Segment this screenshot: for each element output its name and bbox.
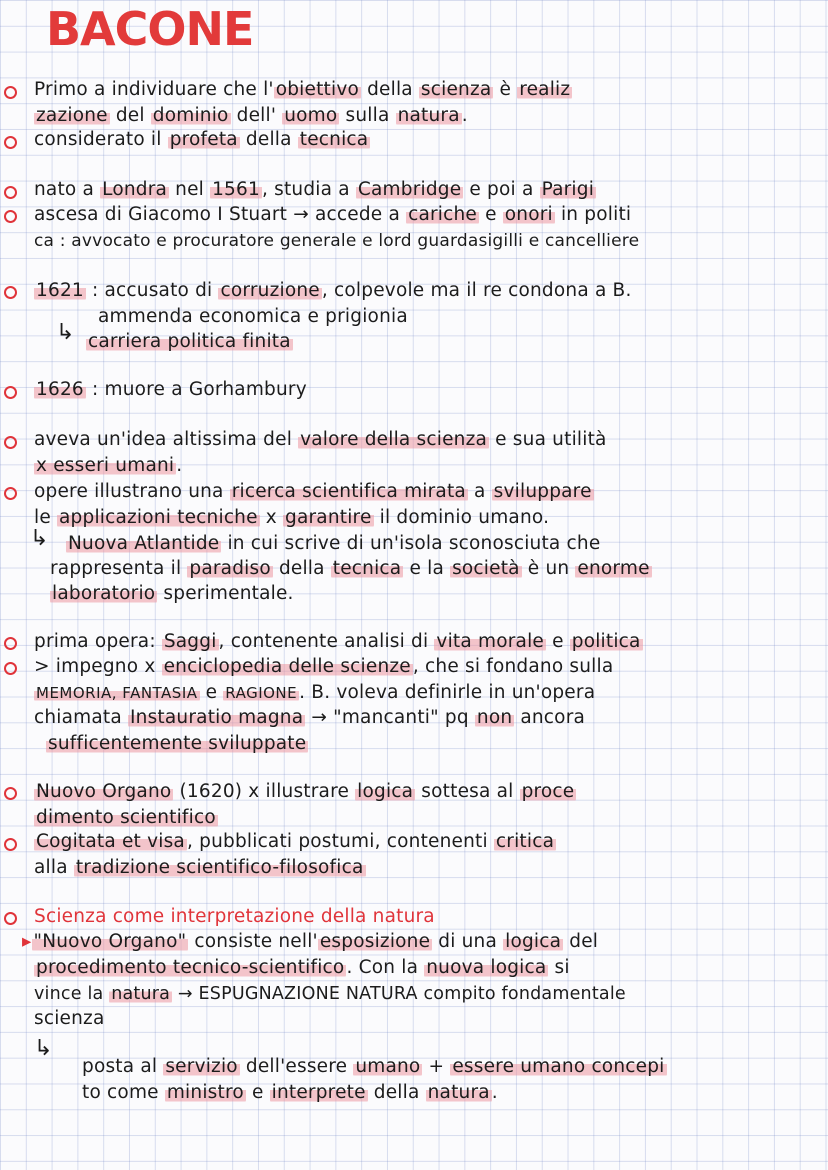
text-line: MEMORIA, FANTASIA e RAGIONE . B. voleva definirle in un'opera [36, 682, 596, 703]
text-line: carriera politica finita [88, 331, 291, 352]
bullet-icon [4, 286, 17, 299]
text-line: rappresenta il paradiso della tecnica e la società è un enorme [50, 558, 650, 579]
text-line: chiamata Instauratio magna → "mancanti" pq non ancora [34, 707, 586, 728]
text-line: opere illustrano una ricerca scientifica mirata a sviluppare [34, 481, 592, 502]
text-line: Nuova Atlantide in cui scrive di un'isola sconosciuta che [68, 533, 601, 554]
text-line: aveva un'idea altissima del valore della scienza e sua utilità [34, 429, 607, 450]
text-line: ascesa di Giacomo I Stuart → accede a cariche e onori in politi [34, 204, 632, 225]
hook-arrow-icon: ↳ [56, 320, 75, 345]
bullet-icon [4, 436, 17, 449]
hook-arrow-icon: ↳ [34, 1036, 53, 1061]
text-line: x esseri umani . [36, 455, 183, 476]
text-line: posta al servizio dell'essere umano + essere umano concepi [82, 1056, 665, 1077]
text-line: sufficentemente sviluppate [48, 733, 307, 754]
text-line: zazione del dominio dell' uomo sulla natura . [36, 105, 468, 126]
text-line: ▸ "Nuovo Organo" consiste nell' esposizione di una logica del [22, 931, 599, 952]
bullet-icon [4, 787, 17, 800]
section-heading: Scienza come interpretazione della natura [34, 906, 435, 927]
text-line: to come ministro e interprete della natura . [82, 1082, 498, 1103]
bullet-icon [4, 136, 17, 149]
text-line: dimento scientifico [36, 807, 216, 828]
text-line: considerato il profeta della tecnica [34, 129, 369, 150]
text-line: 1626 : muore a Gorhambury [36, 379, 307, 400]
bullet-icon [4, 86, 17, 99]
text-line: vince la natura → ESPUGNAZIONE NATURA compito fondamentale [34, 984, 626, 1004]
bullet-icon [4, 912, 17, 925]
bullet-icon [4, 210, 17, 223]
text-line: > impegno x enciclopedia delle scienze , che si fondano sulla [34, 656, 614, 677]
text-line: nato a Londra nel 1561 , studia a Cambridge e poi a Parigi [34, 179, 595, 200]
text-line: 1621 : accusato di corruzione , colpevole ma il re condona a B. [36, 280, 632, 301]
text-line: scienza [34, 1008, 105, 1029]
text-line: Nuovo Organo (1620) x illustrare logica sottesa al proce [36, 781, 575, 802]
text-line: procedimento tecnico-scientifico . Con la nuova logica si [36, 957, 570, 978]
text-line: Primo a individuare che l' obiettivo della scienza è realiz [34, 79, 571, 100]
text-line: ca : avvocato e procuratore generale e lord guardasigilli e cancelliere [34, 231, 640, 251]
text-line: laboratorio sperimentale. [52, 583, 294, 604]
text-line: le applicazioni tecniche x garantire il dominio umano. [34, 507, 550, 528]
bullet-icon [4, 637, 17, 650]
bullet-icon [4, 662, 17, 675]
text-line: ammenda economica e prigionia [98, 306, 408, 327]
bullet-icon [4, 838, 17, 851]
page-title: BACONE [46, 2, 254, 56]
bullet-icon [4, 386, 17, 399]
text-line: Cogitata et visa , pubblicati postumi, contenenti critica [36, 831, 555, 852]
text-line: prima opera: Saggi , contenente analisi di vita morale e politica [34, 631, 641, 652]
hook-arrow-icon: ↳ [30, 526, 49, 551]
bullet-icon [4, 186, 17, 199]
text-line: alla tradizione scientifico-filosofica [34, 857, 364, 878]
bullet-icon [4, 487, 17, 500]
